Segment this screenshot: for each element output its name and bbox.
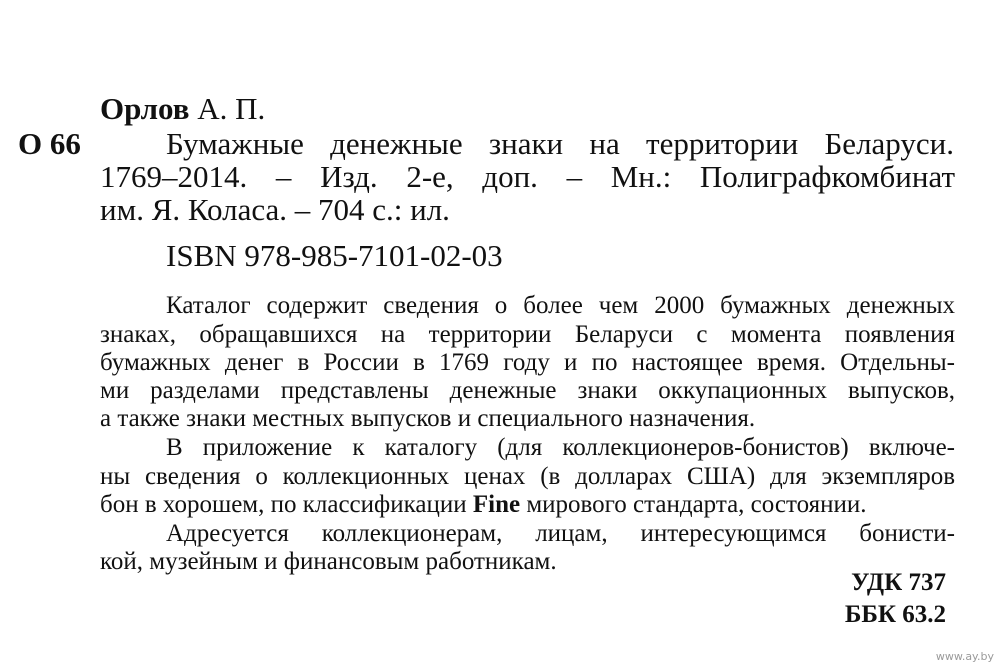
title-line-1: Бумажные денежные знаки на территории Беларуси. bbox=[166, 126, 954, 161]
author-surname: Орлов bbox=[100, 91, 190, 126]
abstract-p1-line-4: ми разделами представлены денежные знаки оккупационных выпусков, bbox=[100, 377, 955, 404]
title-line-2: 1769–2014. – Изд. 2-е, доп. – Мн.: Полиграфкомбинат bbox=[100, 159, 955, 194]
abstract-p2-line-3 bbox=[100, 492, 955, 517]
watermark: www.ay.by bbox=[935, 650, 994, 663]
abstract-p1-line-2: знаках, обращавшихся на территории Беларуси с момента появления bbox=[100, 321, 955, 348]
author-initials: А. П. bbox=[197, 91, 266, 126]
abstract-p1-line-1: Каталог содержит сведения о более чем 2000 бумажных денежных bbox=[166, 292, 955, 319]
abstract-p3-line-2: кой, музейным и финансовым работникам. bbox=[100, 548, 557, 575]
udk-code: УДК 737 bbox=[851, 569, 946, 596]
abstract-p2-line-3-after: мирового стандарта, состоянии. bbox=[520, 491, 867, 518]
abstract-p2-line-2: ны сведения о коллекционных ценах (в долларах США) для экземпляров bbox=[100, 463, 955, 490]
bbk-code: ББК 63.2 bbox=[844, 601, 946, 628]
abstract-p1-line-5: а также знаки местных выпусков и специального назначения. bbox=[100, 405, 756, 432]
abstract-p2-line-3-before: бон в хорошем, по классификации bbox=[100, 491, 473, 518]
abstract-p1-line-3: бумажных денег в России в 1769 году и по настоящее время. Отдельны- bbox=[100, 349, 955, 376]
author-line bbox=[100, 93, 265, 124]
abstract-p3-line-1: Адресуется коллекционерам, лицам, интересующимся бонисти- bbox=[166, 520, 955, 547]
abstract-p2-line-1: В приложение к каталогу (для коллекционеров-бонистов) включе- bbox=[166, 434, 955, 461]
fine-grade-term: Fine bbox=[472, 491, 521, 518]
isbn: ISBN 978-985-7101-02-03 bbox=[166, 238, 503, 273]
title-line-3: им. Я. Коласа. – 704 с.: ил. bbox=[100, 192, 450, 227]
classification-code: О 66 bbox=[18, 126, 81, 161]
